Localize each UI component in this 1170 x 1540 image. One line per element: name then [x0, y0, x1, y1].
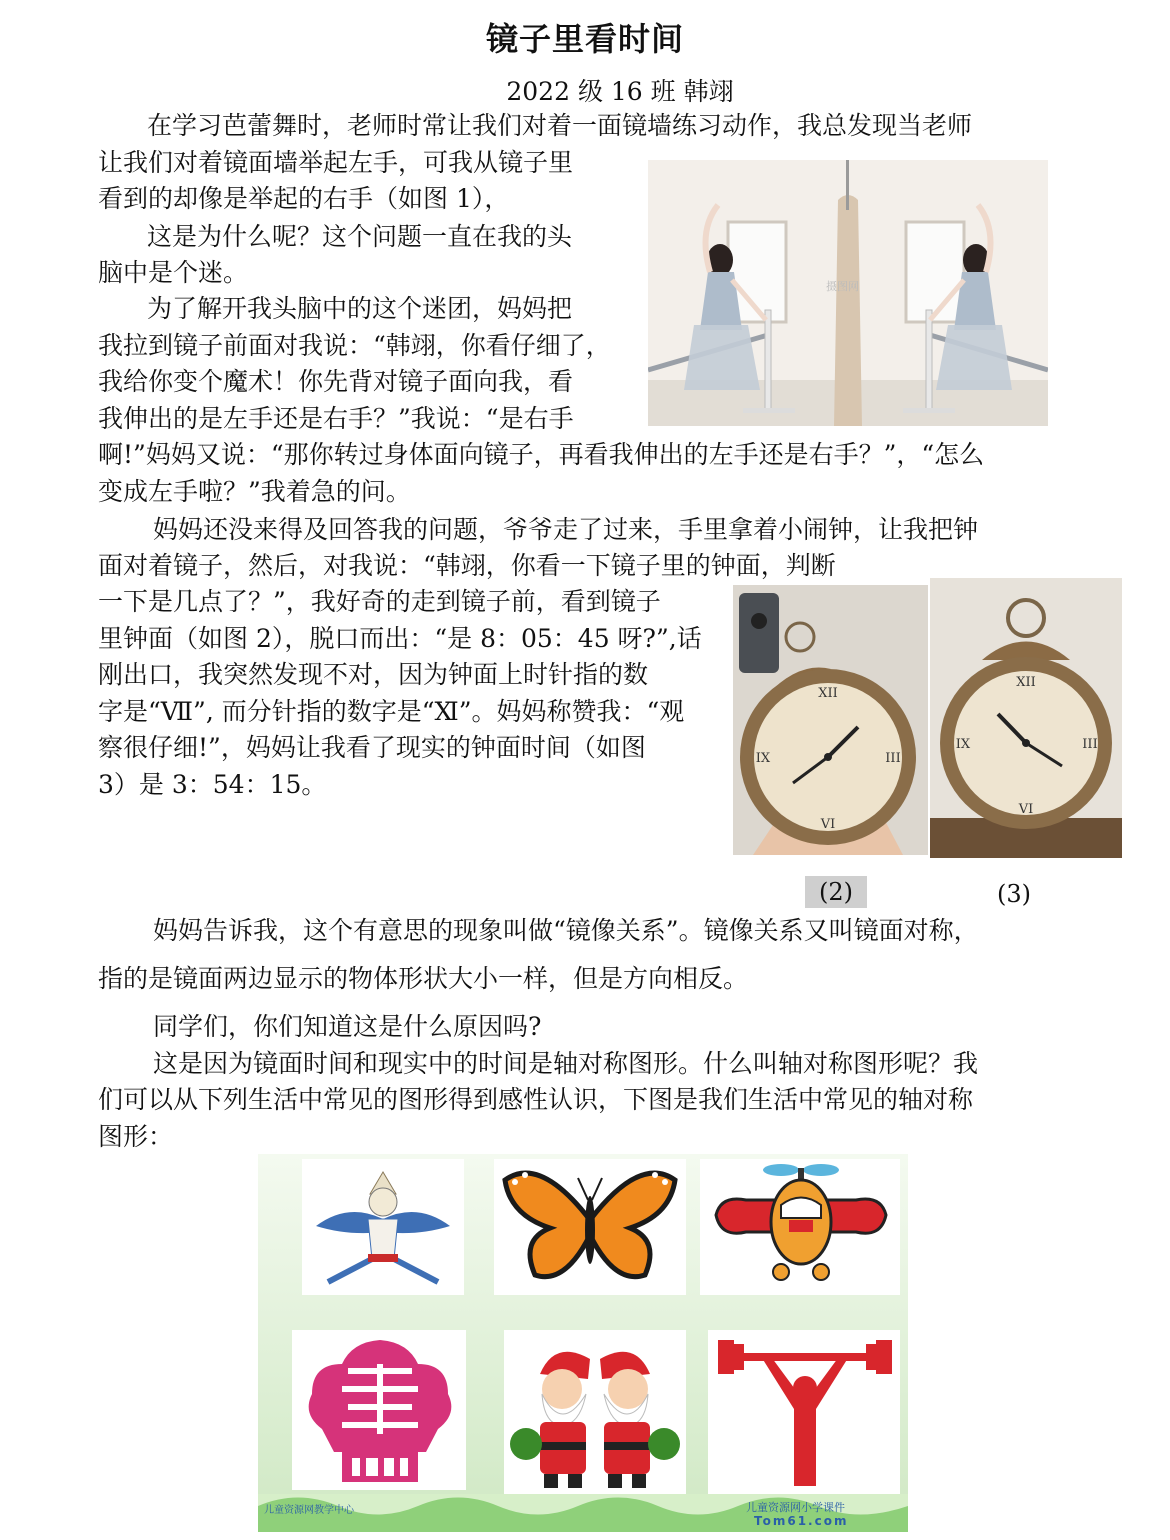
- paragraph-line: 指的是镜面两边显示的物体形状大小一样，但是方向相反。: [98, 964, 749, 993]
- real-clock-photo: [930, 578, 1122, 858]
- mirrored-clock-photo: [733, 585, 928, 855]
- paragraph-line: 一下是几点了？”，我好奇的走到镜子前，看到镜子: [98, 587, 661, 616]
- symmetric-shapes-panel: [258, 1154, 908, 1532]
- paragraph-line: 我给你变个魔术！你先背对镜子面向我，看: [98, 367, 574, 396]
- paragraph-line: 妈妈告诉我，这个有意思的现象叫做“镜像关系”。镜像关系又叫镜面对称，: [153, 916, 979, 945]
- paragraph-line: 脑中是个迷。: [98, 258, 249, 287]
- airplane-icon: [706, 1160, 896, 1292]
- paragraph-line: 我拉到镜子前面对我说：“韩翊，你看仔细了，: [98, 331, 611, 360]
- footer-credit-right: 儿童资源网小学课件: [746, 1501, 845, 1514]
- svg-text:XII: XII: [1016, 675, 1036, 690]
- paragraph-line: 字是“Ⅶ”, 而分针指的数字是“Ⅺ”。妈妈称赞我：“观: [98, 697, 685, 726]
- santa-pair-icon: [510, 1334, 680, 1494]
- paragraph-line: 变成左手啦？”我着急的问。: [98, 477, 411, 506]
- svg-text:IX: IX: [755, 751, 771, 766]
- watermark-text: 摄图网: [826, 280, 859, 293]
- paragraph-line: 为了解开我头脑中的这个迷团，妈妈把: [147, 294, 573, 323]
- paragraph-line: 啊!”妈妈又说：“那你转过身体面向镜子，再看我伸出的左手还是右手？”，“怎么: [98, 440, 985, 469]
- paragraph-line: 我伸出的是左手还是右手？”我说：“是右手: [98, 404, 574, 433]
- paragraph-line: 让我们对着镜面墙举起左手，可我从镜子里: [98, 148, 574, 177]
- ballet-mirror-photo: [648, 160, 1048, 426]
- paragraph-line: 这是因为镜面时间和现实中的时间是轴对称图形。什么叫轴对称图形呢？我: [153, 1049, 979, 1078]
- paragraph-line: 里钟面（如图 2），脱口而出：“是 8：05：45 呀?”,话: [98, 624, 702, 653]
- paragraph-line: 这是为什么呢？这个问题一直在我的头: [147, 222, 573, 251]
- author-line: 2022 级 16 班 韩翊: [506, 77, 734, 106]
- figure-2-caption: (2): [805, 878, 867, 906]
- butterfly-icon: [500, 1160, 680, 1292]
- paragraph-line: 妈妈还没来得及回答我的问题，爷爷走了过来，手里拿着小闹钟，让我把钟: [153, 515, 979, 544]
- paragraph-line: 3）是 3：54：15。: [98, 770, 327, 799]
- figure-3-caption: (3): [997, 880, 1031, 908]
- paragraph-line: 面对着镜子，然后，对我说：“韩翊，你看一下镜子里的钟面，判断: [98, 551, 836, 580]
- paragraph-line: 同学们，你们知道这是什么原因吗?: [153, 1012, 542, 1041]
- footer-credit-left: 儿童资源网教学中心: [264, 1505, 354, 1516]
- footer-logo: Tom61.com: [754, 1514, 849, 1528]
- svg-text:III: III: [885, 751, 901, 766]
- paragraph-line: 刚出口，我突然发现不对，因为钟面上时针指的数: [98, 660, 649, 689]
- weightlifter-icon: [714, 1334, 896, 1492]
- paragraph-line: 们可以从下列生活中常见的图形得到感性认识，下图是我们生活中常见的轴对称: [98, 1085, 974, 1114]
- svg-text:VI: VI: [820, 817, 836, 832]
- svg-text:XII: XII: [818, 686, 838, 701]
- paragraph-line: 图形：: [98, 1122, 174, 1151]
- paragraph-line: 察很仔细!”，妈妈让我看了现实的钟面时间（如图: [98, 733, 646, 762]
- svg-text:IX: IX: [955, 737, 971, 752]
- document-title: 镜子里看时间: [485, 20, 684, 58]
- double-happiness-papercut-icon: [298, 1334, 462, 1488]
- svg-text:VI: VI: [1018, 802, 1034, 817]
- kite-icon: [308, 1164, 458, 1289]
- svg-text:III: III: [1082, 737, 1098, 752]
- paragraph-line: 在学习芭蕾舞时，老师时常让我们对着一面镜墙练习动作，我总发现当老师: [147, 111, 973, 140]
- paragraph-line: 看到的却像是举起的右手（如图 1），: [98, 184, 510, 213]
